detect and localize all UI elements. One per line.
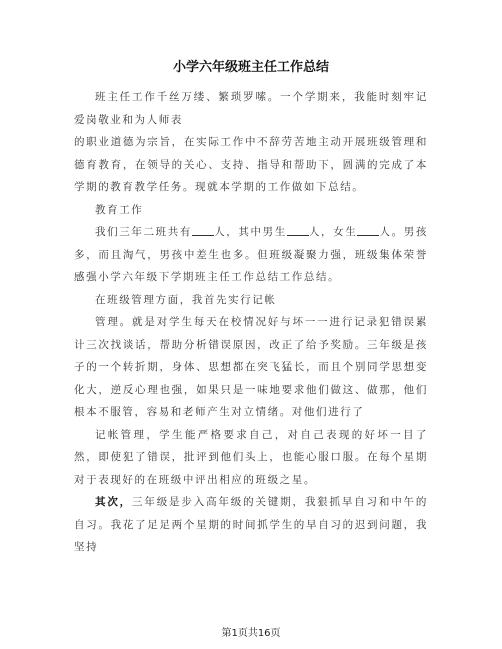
paragraph-record-management: 记帐管理，学生能严格要求自己，对自己表现的好坏一目了然，即使犯了错误，批评到他们头上，也能心服口服。在每个星期对于表现好的在班级中评出相应的班级之星。 [74,428,428,486]
class-info-text-a: 我们三年二班共有 [95,226,193,238]
class-info-text-b: 人，其中男生 [214,226,287,238]
paragraph-management-intro: 在班级管理方面，我首先实行记帐 [95,293,277,306]
paragraph-management-detail: 管理。就是对学生每天在校情况好与坏一一进行记录犯错误累计三次找谈话，帮助分析错误原因，改正了给予奖励。三年级是孩子的一个转折期，身体、思想都在突飞猛长，而且个别同学思想变化大，逆反心理也强，如果只是一味地要求他们做这、做那，他们根本不服管，容易和老师产生对立情绪。对他们进行了 [74,316,428,418]
paragraph-intro: 班主任工作千丝万缕、繁琐罗嗦。一个学期来，我能时刻牢记爱岗敬业和为人师表 [74,91,428,126]
class-info-text-d: 人。男孩多，而且淘气，男孩中差生也多。但班级凝聚力强，班级集体荣誉感强小学六年级下学期班主任工作总结工作总结。 [74,226,428,283]
document-title: 小学六年级班主任工作总结 [172,60,329,75]
blank-total-students [192,225,214,236]
class-info-text-c: 人，女生 [308,226,358,238]
paragraph-class-info [74,221,428,289]
blank-girls [357,225,379,236]
paragraph-self-study [74,491,428,559]
paragraph-duty: 的职业道德为宗旨，在实际工作中不辞劳苦地主动开展班级管理和德育教育，在领导的关心、支持、指导和帮助下，圆满的完成了本学期的教育教学任务。现就本学期的工作做如下总结。 [74,136,428,193]
paragraph-lead-secondly: 其次， [95,496,133,508]
page-footer: 第1页共16页 [221,628,281,639]
blank-boys [287,225,309,236]
self-study-text: 三年级是步入高年级的关键期，我狠抓早自习和中午的自习。我花了足足两个星期的时间抓学生的早自习的迟到问题，我坚持 [74,496,428,553]
section-heading-education: 教育工作 [95,203,144,216]
